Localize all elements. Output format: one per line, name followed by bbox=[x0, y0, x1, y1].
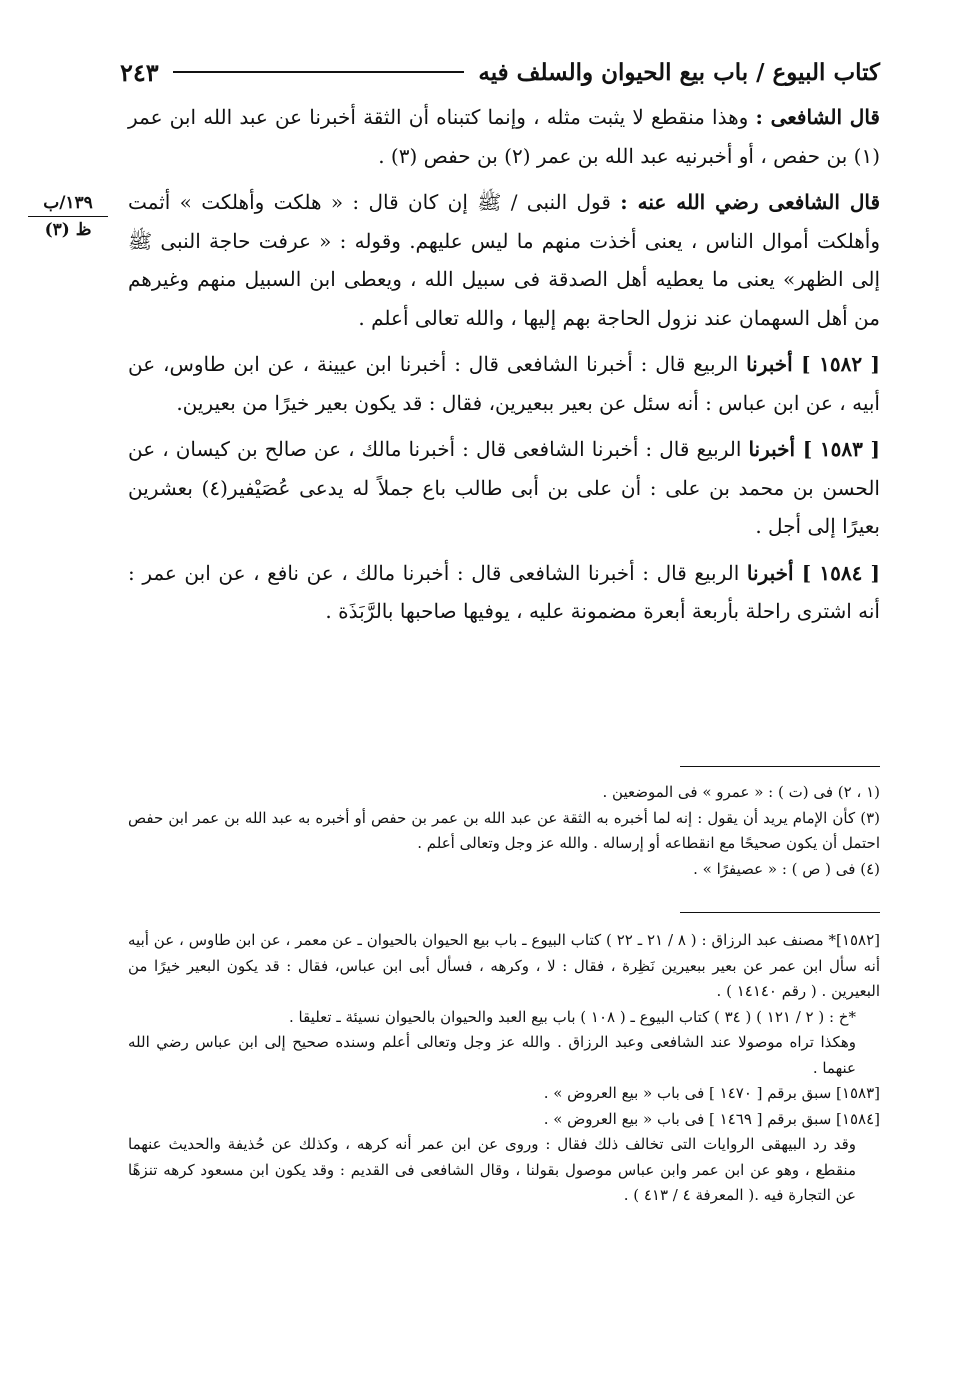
takhrij-1583: [١٥٨٣] سبق برقم [ ١٤٧٠ ] فى باب « بيع العروض » . bbox=[543, 1084, 880, 1102]
main-text bbox=[128, 98, 880, 639]
paragraph-1-text: وهذا منقطع لا يثبت مثله ، وإنما كتبناه أن الثقة أخبرنا عن عبد الله ابن عمر (١) بن حفص ، أو أخبرنيه عبد الله بن عمر (٢) بن حفص (٣) . bbox=[128, 105, 880, 168]
hadith-1584-text: الربيع قال : أخبرنا الشافعى قال : أخبرنا مالك ، عن نافع ، عن ابن عمر : أنه اشترى راحلة بأربعة أبعرة مضمونة عليه ، يوفيها صاحبها بالرَّبَذَة . bbox=[128, 560, 880, 623]
footnotes bbox=[128, 780, 880, 882]
paragraph-1 bbox=[128, 98, 880, 175]
hadith-1582 bbox=[128, 345, 880, 422]
takhrij-bukhari: *خ : ( ٢ / ١٢١ ) ( ٣٤ ) كتاب البيوع ـ ( ١٠٨ ) باب بيع العبد والحيوان بالحيوان نسيئة ـ تعليقا . bbox=[288, 1007, 856, 1026]
paragraph-2-text: قول النبى / ﷺ إن كان قال : « هلكت وأهلكت » أثمت وأهلكت أموال الناس ، يعنى أخذت منهم ما ليس عليهم. وقوله : « عرفت حاجة النبى ﷺ إلى الظهر» يعنى ما يعطيه أهل الصدقة فى سبيل الله ، ويعطى ابن السبيل منهم وغيرهم من أهل السهمان عند نزول الحاجة بهم إليها ، والله تعالى أعلم . bbox=[128, 190, 880, 330]
margin-note-folio: ١٣٩/ب bbox=[28, 190, 108, 217]
header-title: كتاب البيوع / باب بيع الحيوان والسلف فيه bbox=[478, 58, 880, 86]
header-rule bbox=[173, 71, 465, 73]
takhrij-bayhaqi: وقد رد البيهقى الروايات التى تخالف ذلك فقال : وروى عن ابن عمر أنه كرهه ، وكذلك عن حُذيفة والحديث عنهما منقطع ، وهو عن ابن عمر وابن عباس موصول بقولنا ، وقال الشافعى فى القديم : وقد يكون ابن مسعود كرهه تنزهًا عن التجارة فيه .( المعرفة ٤ / ٤١٣ ) . bbox=[128, 1135, 856, 1204]
hadith-1582-number: [ ١٥٨٢ ] أخبرنا bbox=[746, 352, 880, 376]
hadith-1584 bbox=[128, 554, 880, 631]
paragraph-1-lead: قال الشافعى : bbox=[755, 105, 880, 129]
takhrij-comment: وهكذا تراه موصولا عند الشافعى وعبد الرزاق . والله عز وجل وتعالى أعلم وسنده صحيح إلى ابن عباس رضي الله عنهما . bbox=[128, 1033, 856, 1077]
takhrij-1584: [١٥٨٤] سبق برقم [ ١٤٦٩ ] فى باب « بيع العروض » . bbox=[543, 1109, 880, 1128]
hadith-1582-text: الربيع قال : أخبرنا الشافعى قال : أخبرنا ابن عيينة ، عن ابن طاوس، عن أبيه ، عن ابن عباس : أنه سئل عن بعير ببعيرين، فقال : قد يكون بعير خيرًا من بعيرين. bbox=[128, 352, 880, 415]
page-number: ٢٤٣ bbox=[120, 57, 159, 87]
hadith-1584-number: [ ١٥٨٤ ] أخبرنا bbox=[746, 560, 880, 585]
running-header bbox=[120, 52, 880, 92]
paragraph-2-lead: قال الشافعى رضي الله عنه : bbox=[620, 190, 881, 214]
footnote-4: (٤) فى ( ص ) : « عصيفرًا » . bbox=[693, 859, 880, 878]
footnote-1-2: (١ ، ٢) فى (ت ) : « عمرو » فى الموضعين . bbox=[602, 783, 880, 801]
hadith-1583-number: [ ١٥٨٣ ] أخبرنا bbox=[748, 437, 880, 461]
footnote-separator bbox=[680, 766, 880, 767]
takhrij-1582: [١٥٨٢]* مصنف عبد الرزاق : ( ٨ / ٢١ ـ ٢٢ ) كتاب البيوع ـ باب بيع الحيوان بالحيوان ـ عن معمر ، عن ابن طاوس ، عن أبيه أنه سأل ابن عمر عن بعير ببعيرين نَظِرة ، فقال : لا ، وكرهه ، فسأل أبى ابن عباس، فقال : قد يكون البعير خيرًا من البعيرين . ( رقم ١٤١٤٠ ) . bbox=[128, 931, 880, 1000]
takhrij-notes bbox=[128, 928, 880, 1209]
footnote-3: (٣) كأن الإمام يريد أن يقول : إنه لما أخبره به الثقة عن عبد الله بن عمر بن حفص أو أخبره به عبد الله بن عمر ابن حفص احتمل أن يكون صحيحًا مع انقطاعه أو إرساله . والله عز وجل وتعالى أعلم . bbox=[128, 808, 880, 852]
hadith-1583-text: الربيع قال : أخبرنا الشافعى قال : أخبرنا مالك ، عن صالح بن كيسان ، عن الحسن بن محمد بن على : أن على بن أبى طالب باع جملاً له يدعى عُصَيْفير(٤) بعشرين بعيرًا إلى أجل . bbox=[128, 437, 880, 538]
manuscript-margin-note bbox=[28, 190, 108, 243]
paragraph-2 bbox=[128, 183, 880, 337]
hadith-1583 bbox=[128, 430, 880, 546]
takhrij-separator bbox=[680, 912, 880, 913]
margin-note-ms: ظ (٣) bbox=[44, 220, 92, 240]
